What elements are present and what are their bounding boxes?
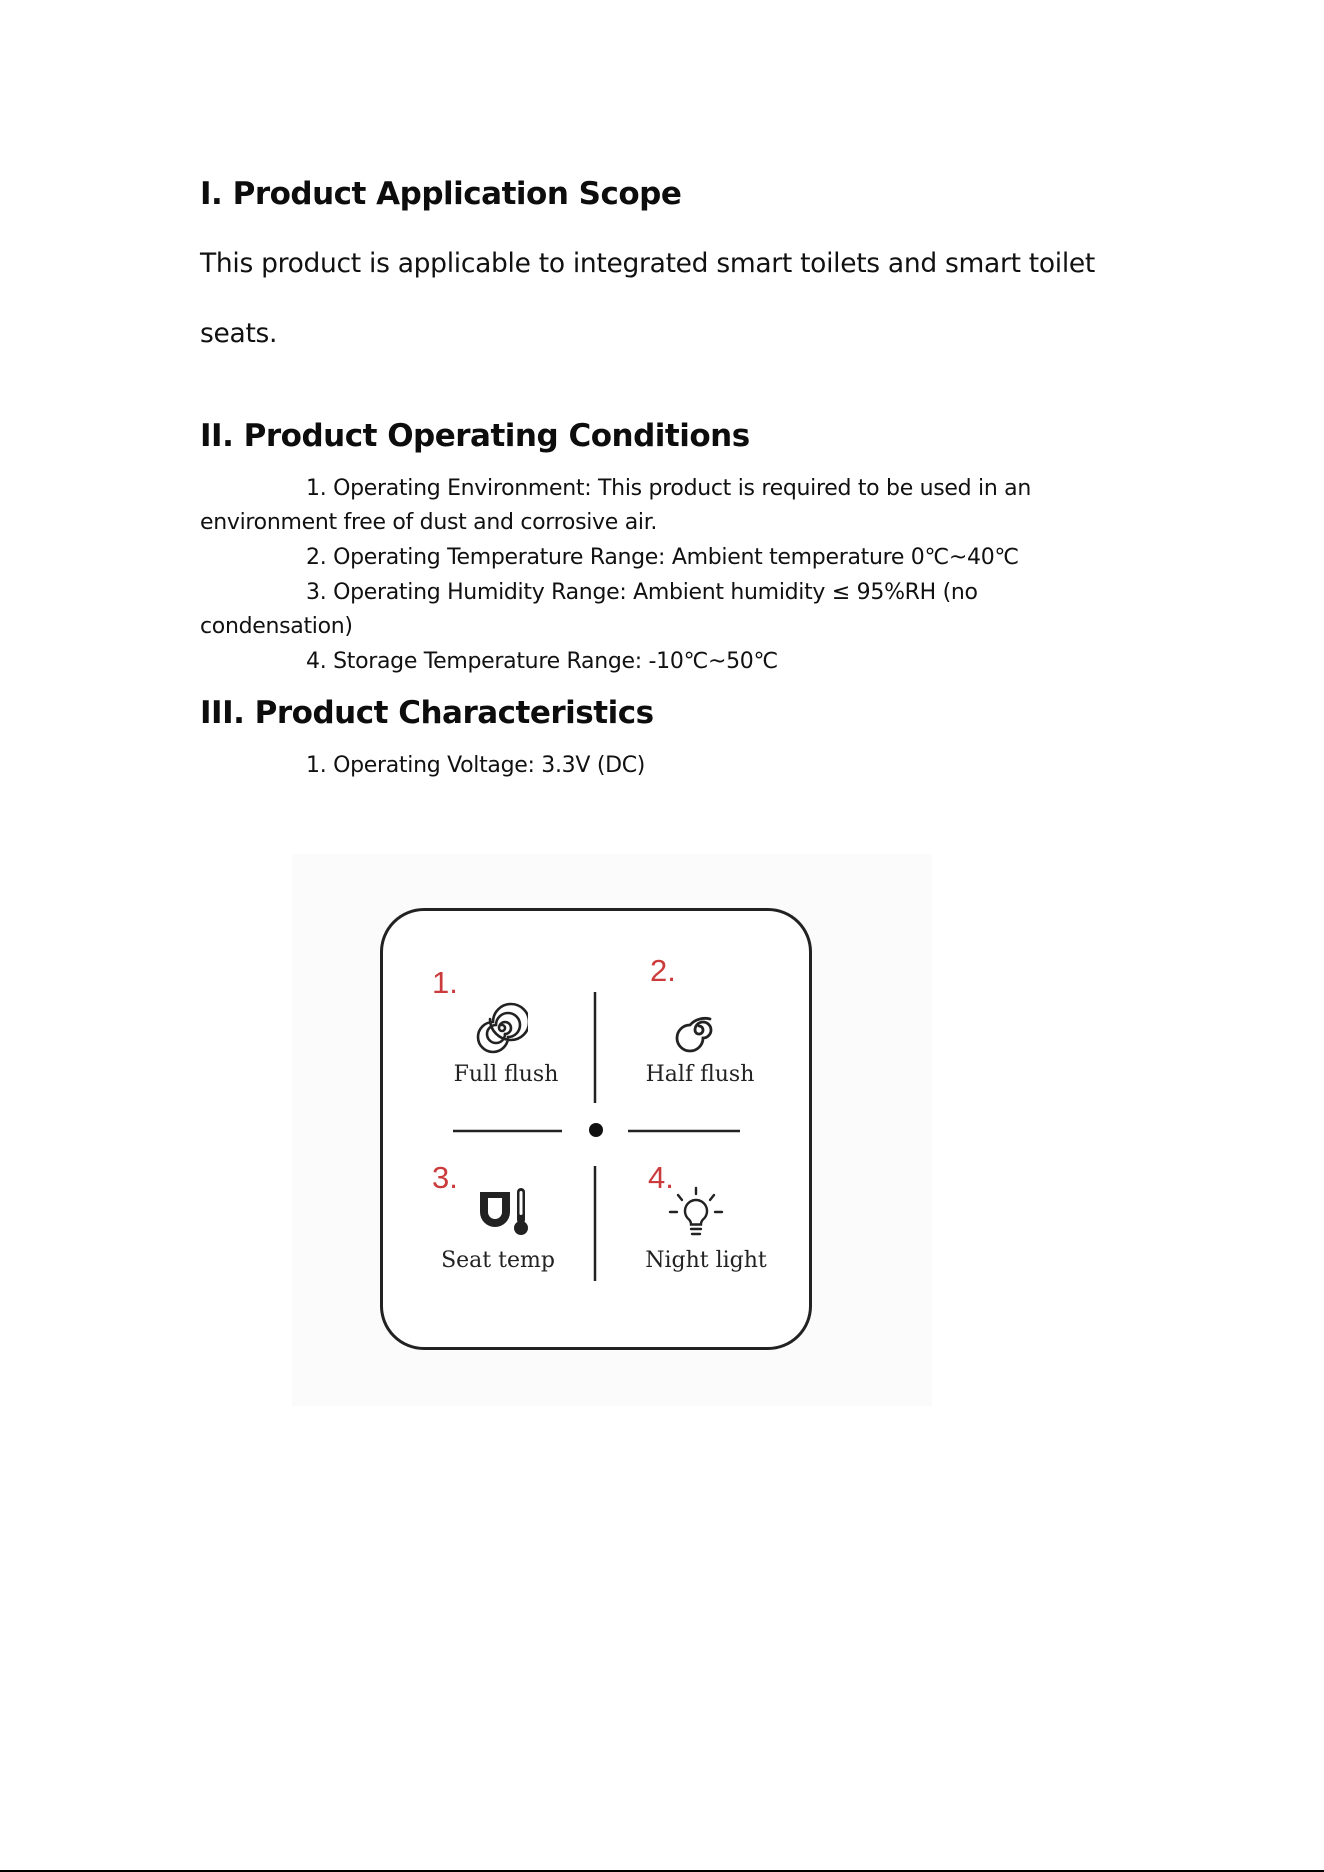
button-number-3: 3. xyxy=(432,1160,458,1195)
seat-temp-icon[interactable] xyxy=(476,1186,532,1238)
button-label-seat-temp: Seat temp xyxy=(441,1248,555,1273)
condition-item-4: 4. Storage Temperature Range: -10℃~50℃ xyxy=(306,649,778,674)
full-flush-spiral-icon[interactable] xyxy=(476,1002,528,1054)
condition-item-2: 2. Operating Temperature Range: Ambient temperature 0℃~40℃ xyxy=(306,545,1019,570)
condition-item-3-line-2: condensation) xyxy=(200,614,353,639)
half-flush-spiral-icon[interactable] xyxy=(673,1002,725,1054)
center-dot xyxy=(589,1123,603,1137)
button-label-full-flush: Full flush xyxy=(453,1062,559,1087)
application-scope-text-line-1: This product is applicable to integrated smart toilets and smart toilet xyxy=(200,248,1096,279)
application-scope-text-line-2: seats. xyxy=(200,318,278,349)
button-label-night-light: Night light xyxy=(645,1248,767,1273)
section-heading-operating-conditions: II. Product Operating Conditions xyxy=(200,418,750,454)
characteristic-item-1: 1. Operating Voltage: 3.3V (DC) xyxy=(306,753,646,778)
section-heading-application-scope: I. Product Application Scope xyxy=(200,176,682,212)
button-label-half-flush: Half flush xyxy=(645,1062,755,1087)
button-number-4: 4. xyxy=(648,1160,674,1195)
button-number-1: 1. xyxy=(432,965,458,1000)
night-light-bulb-icon[interactable] xyxy=(666,1184,726,1242)
condition-item-1-line-1: 1. Operating Environment: This product is required to be used in an xyxy=(306,476,1031,501)
button-number-2: 2. xyxy=(650,953,676,988)
condition-item-1-line-2: environment free of dust and corrosive air. xyxy=(200,510,658,535)
section-heading-product-characteristics: III. Product Characteristics xyxy=(200,695,654,731)
condition-item-3-line-1: 3. Operating Humidity Range: Ambient humidity ≤ 95%RH (no xyxy=(306,580,978,605)
